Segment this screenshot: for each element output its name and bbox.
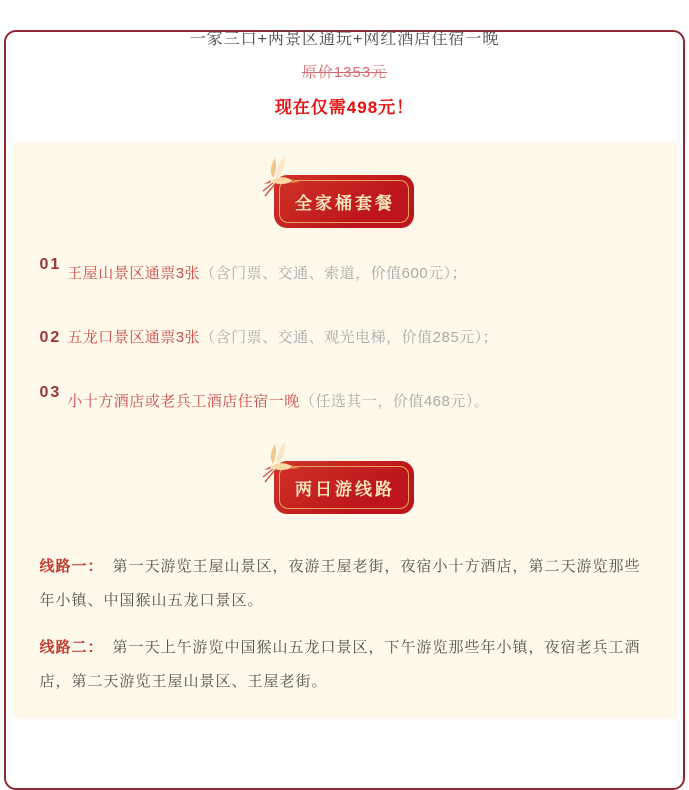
routes-badge-row: [28, 461, 660, 514]
route-text: 第一天游览王屋山景区，夜游王屋老街，夜宿小十方酒店，第二天游览那些年小镇、中国猴山五龙口景区。: [39, 558, 641, 609]
route-paragraph: [40, 550, 648, 618]
route-paragraph: [40, 631, 648, 699]
package-badge: [274, 175, 414, 228]
route-text: 第一天上午游览中国猴山五龙口景区，下午游览那些年小镇，夜宿老兵工酒店，第二天游览王屋山景区、王屋老街。: [39, 639, 641, 690]
routes-badge: [274, 461, 414, 514]
package-badge-label: 全家桶套餐: [295, 194, 395, 213]
page-title: 一家三口+两景区通玩+网红酒店住宿一晚: [189, 31, 500, 48]
promo-panel: [12, 141, 678, 719]
original-price: 原价1353元: [301, 64, 388, 81]
package-item: [40, 326, 660, 347]
item-highlight: 小十方酒店或老兵工酒店住宿一晚: [67, 393, 300, 410]
item-highlight: 五龙口景区通票3张: [67, 329, 201, 346]
item-detail: （含门票、交通、观光电梯，价值285元）；: [200, 329, 499, 346]
package-item: [39, 384, 660, 411]
package-item: [39, 256, 660, 283]
item-number: 03: [39, 384, 62, 401]
route-label: 线路一：: [39, 558, 104, 575]
promo-article: [0, 26, 689, 719]
route-list: [28, 550, 660, 699]
package-item-list: [28, 256, 660, 411]
item-number: 01: [39, 256, 62, 273]
item-number: 02: [39, 329, 62, 346]
item-detail: （任选其一，价值468元）。: [299, 393, 490, 410]
routes-badge-label: 两日游线路: [295, 480, 395, 499]
package-badge-row: [28, 175, 660, 228]
item-highlight: 王屋山景区通票3张: [67, 265, 201, 282]
current-price: 现在仅需498元！: [274, 98, 415, 117]
route-label: 线路二：: [39, 639, 104, 656]
item-detail: （含门票、交通、索道，价值600元）；: [200, 265, 468, 282]
